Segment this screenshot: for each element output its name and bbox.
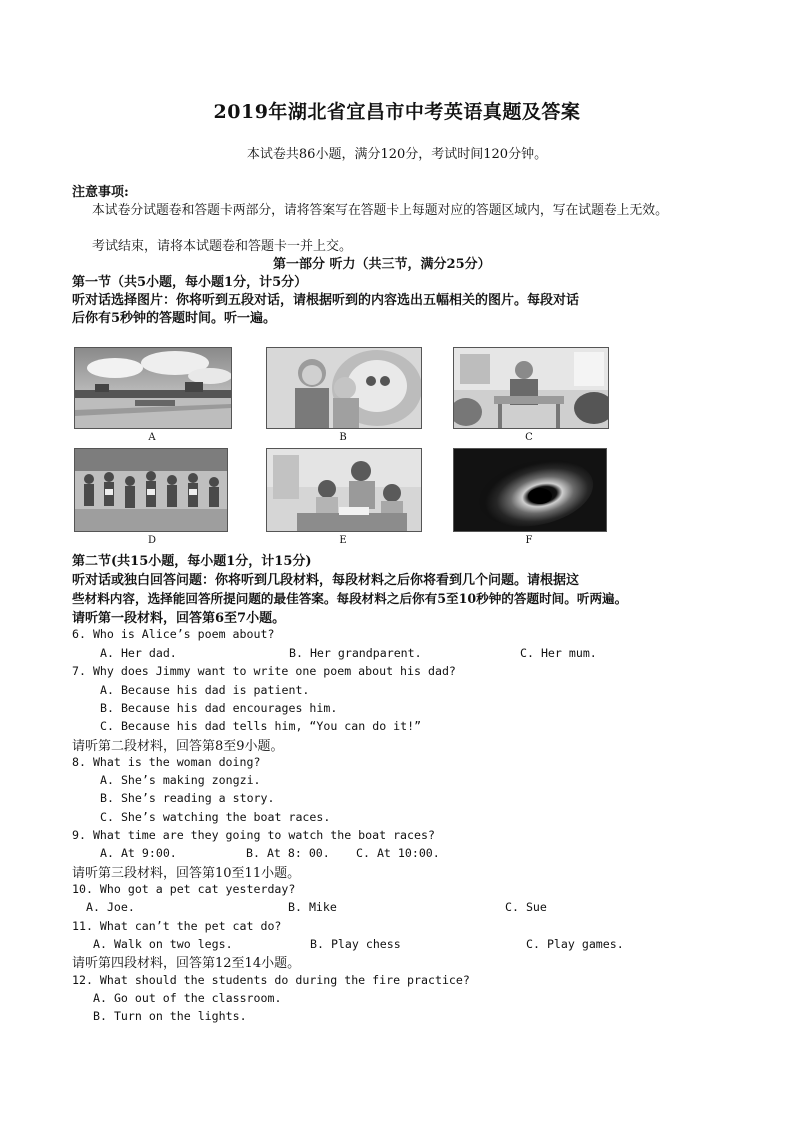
city-square-image [74, 347, 232, 429]
q6-option-c: C. Her mum. [520, 646, 597, 660]
q8-option-b: B. She’s reading a story. [100, 791, 275, 805]
exam-info: 本试卷共86小题，满分120分，考试时间120分钟。 [246, 147, 548, 162]
mother-children-reading-image [266, 448, 422, 532]
q11-option-b: B. Play chess [310, 937, 401, 951]
q11-option-c: C. Play games. [526, 937, 624, 951]
picture-e-label: E [339, 535, 347, 546]
classroom-teacher-image [453, 347, 609, 429]
section1-instruction-2: 后你有5秒钟的答题时间。听一遍。 [72, 311, 277, 326]
marathon-runners-image [74, 448, 228, 532]
black-hole-image [453, 448, 607, 532]
picture-d-label: D [147, 535, 157, 546]
section2-instruction-1: 听对话或独白回答问题：你将听到几段材料，每段材料之后你将看到几个问题。请根据这 [72, 573, 580, 588]
section1-heading: 第一节（共5小题，每小题1分，计5分） [72, 275, 308, 290]
question-8: 8. What is the woman doing? [72, 755, 261, 769]
question-6: 6. Who is Alice’s poem about? [72, 627, 275, 641]
section1-instruction-1: 听对话选择图片：你将听到五段对话，请根据听到的内容选出五幅相关的图片。每段对话 [72, 293, 580, 308]
notes-line-2: 考试结束，请将本试题卷和答题卡一并上交。 [92, 239, 353, 254]
section2-heading: 第二节(共15小题，每小题1分，计15分) [72, 554, 312, 569]
material-4-note: 请听第四段材料，回答第12至14小题。 [72, 956, 301, 971]
q9-option-a: A. At 9:00. [100, 846, 177, 860]
q9-option-c: C. At 10:00. [356, 846, 440, 860]
q12-option-b: B. Turn on the lights. [93, 1009, 247, 1023]
q7-option-a: A. Because his dad is patient. [100, 683, 310, 697]
picture-b-label: B [339, 432, 347, 443]
material-2-note: 请听第二段材料，回答第8至9小题。 [72, 739, 284, 754]
q7-option-b: B. Because his dad encourages him. [100, 701, 338, 715]
q10-option-c: C. Sue [505, 900, 547, 914]
picture-a-label: A [148, 432, 156, 443]
picture-f-label: F [525, 535, 533, 546]
robot-children-image [266, 347, 422, 429]
question-12: 12. What should the students do during the fire practice? [72, 973, 470, 987]
question-10: 10. Who got a pet cat yesterday? [72, 882, 296, 896]
q6-option-b: B. Her grandparent. [289, 646, 422, 660]
question-9: 9. What time are they going to watch the boat races? [72, 828, 435, 842]
picture-c-label: C [525, 432, 533, 443]
q7-option-c: C. Because his dad tells him, “You can do it!” [100, 719, 422, 733]
notes-heading: 注意事项: [72, 185, 129, 200]
material-1-note: 请听第一段材料，回答第6至7小题。 [72, 611, 286, 626]
q9-option-b: B. At 8: 00. [246, 846, 330, 860]
page-title: 2019年湖北省宜昌市中考英语真题及答案 [213, 101, 581, 123]
part1-heading: 第一部分 听力（共三节，满分25分） [273, 257, 491, 272]
section2-instruction-2: 些材料内容，选择能回答所提问题的最佳答案。每段材料之后你有5至10秒钟的答题时间。听两遍。 [72, 591, 628, 606]
q10-option-b: B. Mike [288, 900, 337, 914]
q8-option-a: A. She’s making zongzi. [100, 773, 261, 787]
q8-option-c: C. She’s watching the boat races. [100, 810, 331, 824]
q11-option-a: A. Walk on two legs. [93, 937, 233, 951]
question-7: 7. Why does Jimmy want to write one poem about his dad? [72, 664, 456, 678]
q12-option-a: A. Go out of the classroom. [93, 991, 282, 1005]
q6-option-a: A. Her dad. [100, 646, 177, 660]
notes-line-1: 本试卷分试题卷和答题卡两部分，请将答案写在答题卡上每题对应的答题区域内，写在试题卷上无效。 [92, 203, 668, 218]
q10-option-a: A. Joe. [86, 900, 135, 914]
question-11: 11. What can’t the pet cat do? [72, 919, 282, 933]
material-3-note: 请听第三段材料，回答第10至11小题。 [72, 866, 301, 881]
